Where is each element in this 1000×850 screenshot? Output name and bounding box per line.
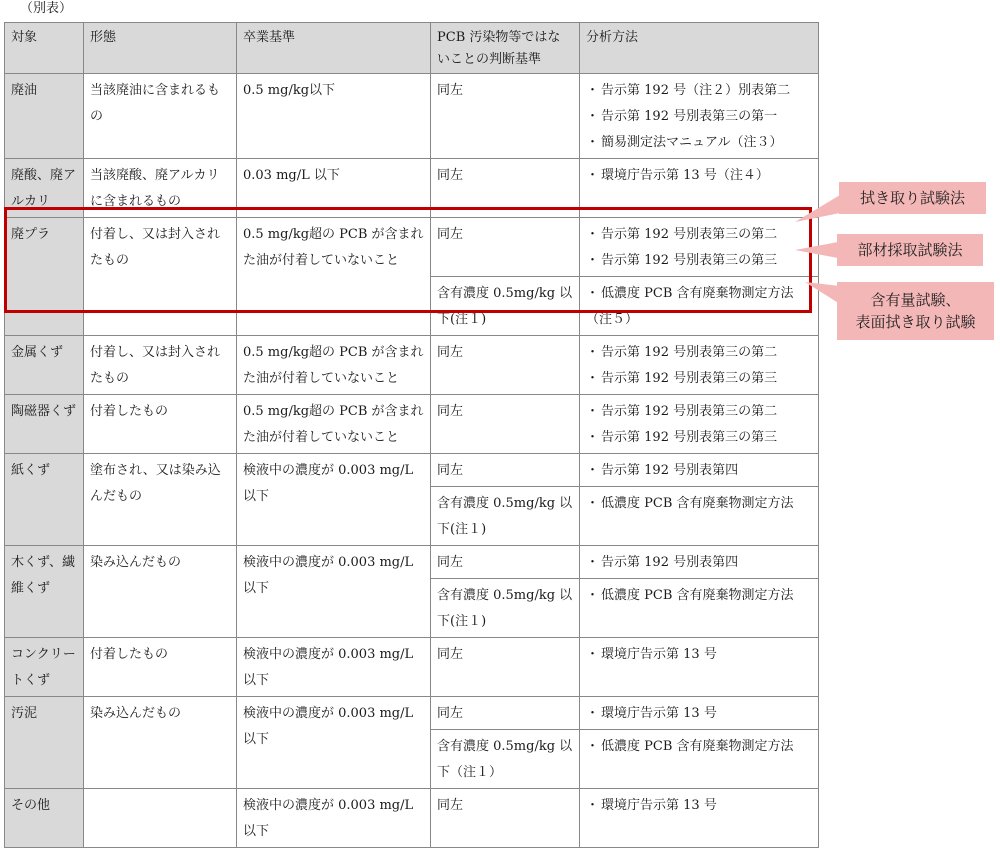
bullet: ・ bbox=[586, 496, 600, 511]
cell-judgement: 同左 bbox=[431, 159, 580, 218]
cell-analysis-methods bbox=[580, 546, 819, 579]
header-criteria: 卒業基準 bbox=[237, 23, 431, 74]
bullet: ・ bbox=[586, 706, 600, 721]
method-text: 環境庁告示第 13 号 bbox=[601, 798, 717, 813]
method-text: 簡易測定法マニュアル（注３） bbox=[601, 135, 783, 150]
cell-form: 付着し、又は封入されたもの bbox=[84, 336, 237, 395]
callout-wipe-test bbox=[839, 182, 986, 214]
callout-content-test-text: 含有量試験、 表面拭き取り試験 bbox=[855, 291, 976, 331]
method-list bbox=[586, 793, 812, 819]
cell-criteria: 検液中の濃度が 0.003 mg/L 以下 bbox=[237, 546, 431, 638]
cell-target: 廃酸、廃アルカリ bbox=[5, 159, 84, 218]
method-item bbox=[586, 366, 812, 392]
cell-form: 当該廃油に含まれるもの bbox=[84, 74, 237, 159]
method-item bbox=[586, 78, 812, 104]
method-text: 告示第 192 号（注２）別表第二 bbox=[601, 83, 791, 98]
cell-form: 付着したもの bbox=[84, 395, 237, 454]
method-item bbox=[586, 642, 812, 668]
cell-judgement: 含有濃度 0.5mg/kg 以下（注１） bbox=[431, 730, 580, 789]
cell-judgement: 同左 bbox=[431, 74, 580, 159]
table-row bbox=[5, 336, 819, 395]
bullet: ・ bbox=[586, 345, 600, 360]
method-list bbox=[586, 281, 812, 333]
table-row bbox=[5, 454, 819, 487]
cell-judgement: 同左 bbox=[431, 454, 580, 487]
method-list bbox=[586, 163, 812, 189]
cell-target: 木くず、繊維くず bbox=[5, 546, 84, 638]
header-judgement: PCB 汚染物等ではないことの判断基準 bbox=[431, 23, 580, 74]
header-analysis-method: 分析方法 bbox=[580, 23, 819, 74]
table-row bbox=[5, 697, 819, 730]
method-list bbox=[586, 701, 812, 727]
cell-criteria: 0.5 mg/kg超の PCB が含まれた油が付着していないこと bbox=[237, 395, 431, 454]
cell-judgement: 同左 bbox=[431, 697, 580, 730]
bullet: ・ bbox=[586, 168, 600, 183]
callout-part-sampling-test-text: 部材採取試験法 bbox=[857, 241, 963, 259]
method-text: 告示第 192 号別表第三の第二 bbox=[601, 345, 778, 360]
bullet: ・ bbox=[586, 371, 600, 386]
method-list bbox=[586, 222, 812, 274]
cell-criteria: 検液中の濃度が 0.003 mg/L 以下 bbox=[237, 454, 431, 546]
method-list bbox=[586, 642, 812, 668]
bullet: ・ bbox=[586, 739, 600, 754]
cell-analysis-methods bbox=[580, 74, 819, 159]
bullet: ・ bbox=[586, 135, 600, 150]
table-row bbox=[5, 638, 819, 697]
method-text: 環境庁告示第 13 号 bbox=[601, 706, 717, 721]
method-item bbox=[586, 281, 812, 333]
cell-target: その他 bbox=[5, 789, 84, 848]
method-list bbox=[586, 491, 812, 517]
method-item bbox=[586, 130, 812, 156]
method-item bbox=[586, 340, 812, 366]
table-header-row bbox=[5, 23, 819, 74]
cell-form bbox=[84, 789, 237, 848]
bullet: ・ bbox=[586, 404, 600, 419]
cell-target: 陶磁器くず bbox=[5, 395, 84, 454]
bullet: ・ bbox=[586, 555, 600, 570]
cell-judgement: 同左 bbox=[431, 218, 580, 277]
method-item bbox=[586, 163, 812, 189]
method-list bbox=[586, 583, 812, 609]
method-text: 告示第 192 号別表第三の第三 bbox=[601, 430, 778, 445]
cell-analysis-methods bbox=[580, 730, 819, 789]
cell-criteria: 検液中の濃度が 0.003 mg/L 以下 bbox=[237, 789, 431, 848]
table-caption: （別表） bbox=[20, 1, 73, 16]
cell-target: 紙くず bbox=[5, 454, 84, 546]
method-text: 告示第 192 号別表第四 bbox=[601, 555, 739, 570]
cell-analysis-methods bbox=[580, 579, 819, 638]
method-item bbox=[586, 734, 812, 760]
cell-criteria: 0.5 mg/kg超の PCB が含まれた油が付着していないこと bbox=[237, 218, 431, 336]
method-list bbox=[586, 458, 812, 484]
cell-target: 金属くず bbox=[5, 336, 84, 395]
cell-criteria: 0.5 mg/kg以下 bbox=[237, 74, 431, 159]
cell-judgement: 含有濃度 0.5mg/kg 以下(注１) bbox=[431, 487, 580, 546]
method-text: 低濃度 PCB 含有廃棄物測定方法 bbox=[601, 496, 794, 511]
cell-judgement: 含有濃度 0.5mg/kg 以下(注１) bbox=[431, 579, 580, 638]
cell-judgement: 同左 bbox=[431, 638, 580, 697]
method-item bbox=[586, 399, 812, 425]
method-item bbox=[586, 104, 812, 130]
method-text: 告示第 192 号別表第三の第一 bbox=[601, 109, 778, 124]
table-row bbox=[5, 789, 819, 848]
method-item bbox=[586, 793, 812, 819]
cell-target: 廃油 bbox=[5, 74, 84, 159]
bullet: ・ bbox=[586, 798, 600, 813]
header-target: 対象 bbox=[5, 23, 84, 74]
cell-target: 汚泥 bbox=[5, 697, 84, 789]
cell-analysis-methods bbox=[580, 487, 819, 546]
cell-form: 染み込んだもの bbox=[84, 697, 237, 789]
method-list bbox=[586, 550, 812, 576]
bullet: ・ bbox=[586, 109, 600, 124]
method-item bbox=[586, 425, 812, 451]
cell-analysis-methods bbox=[580, 159, 819, 218]
method-item bbox=[586, 248, 812, 274]
method-list bbox=[586, 340, 812, 392]
method-text: 環境庁告示第 13 号 bbox=[601, 647, 717, 662]
callout-wipe-test-text: 拭き取り試験法 bbox=[859, 189, 965, 207]
bullet: ・ bbox=[586, 588, 600, 603]
cell-judgement: 含有濃度 0.5mg/kg 以下(注１) bbox=[431, 277, 580, 336]
cell-analysis-methods bbox=[580, 697, 819, 730]
table-row bbox=[5, 159, 819, 218]
bullet: ・ bbox=[586, 430, 600, 445]
header-form: 形態 bbox=[84, 23, 237, 74]
method-text: 低濃度 PCB 含有廃棄物測定方法 bbox=[601, 588, 794, 603]
method-text: 低濃度 PCB 含有廃棄物測定方法（注５） bbox=[586, 286, 794, 327]
method-text: 環境庁告示第 13 号（注４） bbox=[601, 168, 769, 183]
cell-judgement: 同左 bbox=[431, 789, 580, 848]
method-item bbox=[586, 491, 812, 517]
method-item bbox=[586, 583, 812, 609]
cell-form: 付着したもの bbox=[84, 638, 237, 697]
cell-form: 塗布され、又は染み込んだもの bbox=[84, 454, 237, 546]
table-row bbox=[5, 395, 819, 454]
method-list bbox=[586, 399, 812, 451]
method-item bbox=[586, 458, 812, 484]
bullet: ・ bbox=[586, 83, 600, 98]
cell-judgement: 同左 bbox=[431, 546, 580, 579]
cell-criteria: 検液中の濃度が 0.003 mg/L 以下 bbox=[237, 697, 431, 789]
cell-analysis-methods bbox=[580, 277, 819, 336]
bullet: ・ bbox=[586, 647, 600, 662]
method-text: 低濃度 PCB 含有廃棄物測定方法 bbox=[601, 739, 794, 754]
cell-form: 当該廃酸、廃アルカリに含まれるもの bbox=[84, 159, 237, 218]
cell-criteria: 検液中の濃度が 0.003 mg/L 以下 bbox=[237, 638, 431, 697]
cell-criteria: 0.5 mg/kg超の PCB が含まれた油が付着していないこと bbox=[237, 336, 431, 395]
method-list bbox=[586, 734, 812, 760]
cell-analysis-methods bbox=[580, 336, 819, 395]
cell-judgement: 同左 bbox=[431, 336, 580, 395]
method-text: 告示第 192 号別表第三の第三 bbox=[601, 371, 778, 386]
cell-analysis-methods bbox=[580, 218, 819, 277]
cell-target: コンクリートくず bbox=[5, 638, 84, 697]
table-row bbox=[5, 218, 819, 277]
cell-form: 付着し、又は封入されたもの bbox=[84, 218, 237, 336]
cell-analysis-methods bbox=[580, 638, 819, 697]
cell-analysis-methods bbox=[580, 789, 819, 848]
bullet: ・ bbox=[586, 463, 600, 478]
table-row bbox=[5, 74, 819, 159]
method-item bbox=[586, 222, 812, 248]
cell-judgement: 同左 bbox=[431, 395, 580, 454]
bullet: ・ bbox=[586, 253, 600, 268]
callout-content-test bbox=[837, 282, 994, 340]
cell-target: 廃プラ bbox=[5, 218, 84, 336]
cell-analysis-methods bbox=[580, 395, 819, 454]
method-text: 告示第 192 号別表第三の第三 bbox=[601, 253, 778, 268]
cell-criteria: 0.03 mg/L 以下 bbox=[237, 159, 431, 218]
cell-analysis-methods bbox=[580, 454, 819, 487]
table-row bbox=[5, 546, 819, 579]
criteria-table bbox=[4, 22, 819, 848]
method-item bbox=[586, 550, 812, 576]
method-list bbox=[586, 78, 812, 156]
method-text: 告示第 192 号別表第四 bbox=[601, 463, 739, 478]
bullet: ・ bbox=[586, 227, 600, 242]
callout-part-sampling-test bbox=[837, 234, 983, 266]
cell-form: 染み込んだもの bbox=[84, 546, 237, 638]
method-item bbox=[586, 701, 812, 727]
method-text: 告示第 192 号別表第三の第二 bbox=[601, 227, 778, 242]
bullet: ・ bbox=[586, 286, 600, 301]
method-text: 告示第 192 号別表第三の第二 bbox=[601, 404, 778, 419]
